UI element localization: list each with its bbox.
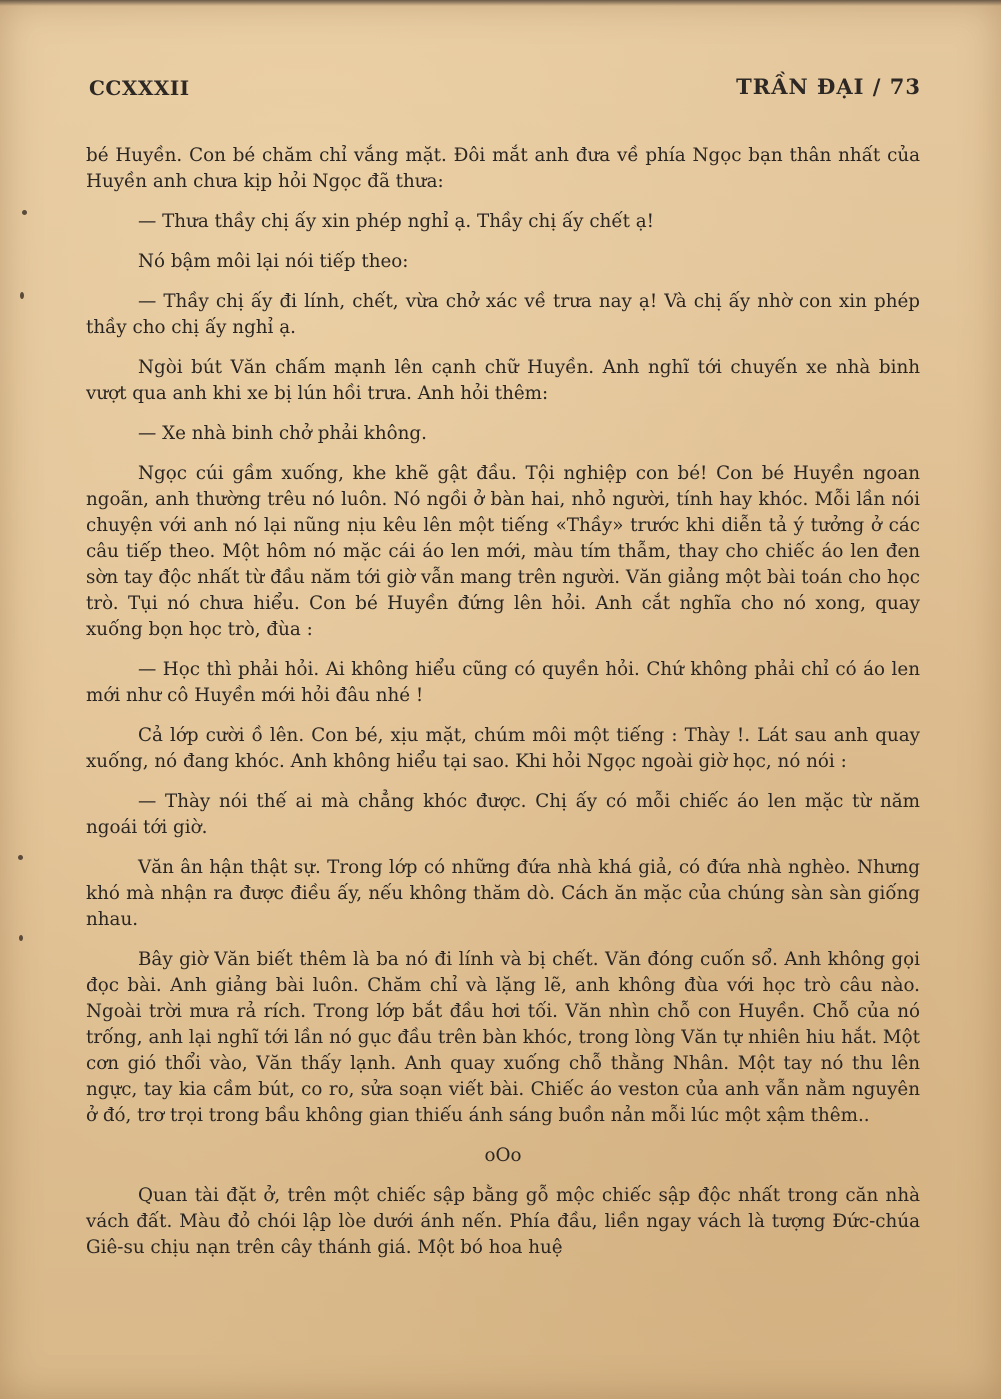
paragraph-3: Nó bậm môi lại nói tiếp theo: bbox=[138, 251, 409, 272]
paragraph-1: bé Huyền. Con bé chăm chỉ vắng mặt. Đôi mắt anh đưa về phía Ngọc bạn thân nhất của Huyền anh chưa kịp hỏi Ngọc đã thưa: bbox=[86, 145, 920, 192]
paragraph-4: — Thầy chị ấy đi lính, chết, vừa chở xác về trưa nay ạ! Và chị ấy nhờ con xin phép thầy cho chị ấy nghỉ ạ. bbox=[86, 291, 920, 338]
section-separator: oOo bbox=[484, 1145, 522, 1166]
paragraph-8: — Học thì phải hỏi. Ai không hiểu cũng có quyền hỏi. Chứ không phải chỉ có áo len mới như cô Huyền mới hỏi đâu nhé ! bbox=[86, 659, 920, 706]
paragraph-10: — Thày nói thế ai mà chẳng khóc được. Chị ấy có mỗi chiếc áo len mặc từ năm ngoái tới giờ. bbox=[86, 791, 920, 838]
running-header-left: CCXXXII bbox=[89, 76, 190, 100]
paragraph-11: Văn ân hận thật sự. Trong lớp có những đứa nhà khá giả, có đứa nhà nghèo. Nhưng khó mà nhận ra được điều ấy, nếu không thăm dò. Cách ăn mặc của chúng sàn sàn giống nhau. bbox=[86, 857, 920, 930]
page-speck bbox=[18, 855, 23, 860]
running-header-right: TRẦN ĐẠI / 73 bbox=[736, 74, 921, 99]
paragraph-6: — Xe nhà binh chở phải không. bbox=[138, 423, 427, 444]
paragraph-13: Quan tài đặt ở, trên một chiếc sập bằng gỗ mộc chiếc sập độc nhất trong căn nhà vách đất. Màu đỏ chói lập lòe dưới ánh nến. Phía đầu, liền ngay vách là tượng Đức-chúa Giê-su chịu nạn trên cây thánh giá. Một bó hoa huệ bbox=[86, 1185, 920, 1258]
paragraph-5: Ngòi bút Văn chấm mạnh lên cạnh chữ Huyền. Anh nghĩ tới chuyến xe nhà binh vượt qua anh khi xe bị lún hồi trưa. Anh hỏi thêm: bbox=[86, 357, 920, 404]
paragraph-2: — Thưa thầy chị ấy xin phép nghỉ ạ. Thầy chị ấy chết ạ! bbox=[138, 211, 654, 232]
paragraph-12: Bây giờ Văn biết thêm là ba nó đi lính và bị chết. Văn đóng cuốn sổ. Anh không gọi đọc bài. Anh giảng bài luôn. Chăm chỉ và lặng lẽ, anh không đùa với học trò câu nào. Ngoài trời mưa rả rích. Trong lớp bắt đầu hơi tối. Văn nhìn chỗ con Huyền. Chỗ của nó trống, anh lại nghĩ tới lần nó gục đầu trên bàn khóc, trong lòng Văn tự nhiên hiu hắt. Một cơn gió thổi vào, Văn thấy lạnh. Anh quay xuống chỗ thằng Nhân. Một tay nó thu lên ngực, tay kia cầm bút, co ro, sửa soạn viết bài. Chiếc áo veston của anh vẫn nằm nguyên ở đó, trơ trọi trong bầu không gian thiếu ánh sáng buồn nản mỗi lúc một xậm thêm.. bbox=[86, 949, 920, 1126]
paragraph-7: Ngọc cúi gầm xuống, khe khẽ gật đầu. Tội nghiệp con bé! Con bé Huyền ngoan ngoãn, anh thường trêu nó luôn. Nó ngồi ở bàn hai, nhỏ người, tính hay khóc. Mỗi lần nói chuyện với anh nó lại nũng nịu kêu lên một tiếng «Thầy» trước khi diễn tả ý tưởng ở các câu tiếp theo. Một hôm nó mặc cái áo len mới, màu tím thẫm, thay cho chiếc áo len đen sờn tay độc nhất từ đầu năm tới giờ vẫn mang trên người. Văn giảng một bài toán cho học trò. Tụi nó chưa hiểu. Con bé Huyền đứng lên hỏi. Anh cắt nghĩa cho nó xong, quay xuống bọn học trò, đùa : bbox=[86, 463, 920, 640]
body-text bbox=[86, 143, 920, 1261]
page-speck bbox=[19, 935, 23, 941]
paragraph-9: Cả lớp cười ồ lên. Con bé, xịu mặt, chúm môi một tiếng : Thày !. Lát sau anh quay xuống, nó đang khóc. Anh không hiểu tại sao. Khi hỏi Ngọc ngoài giờ học, nó nói : bbox=[86, 725, 920, 772]
page-speck bbox=[20, 292, 24, 299]
page-top-edge bbox=[0, 0, 1001, 6]
page-speck bbox=[22, 210, 27, 215]
